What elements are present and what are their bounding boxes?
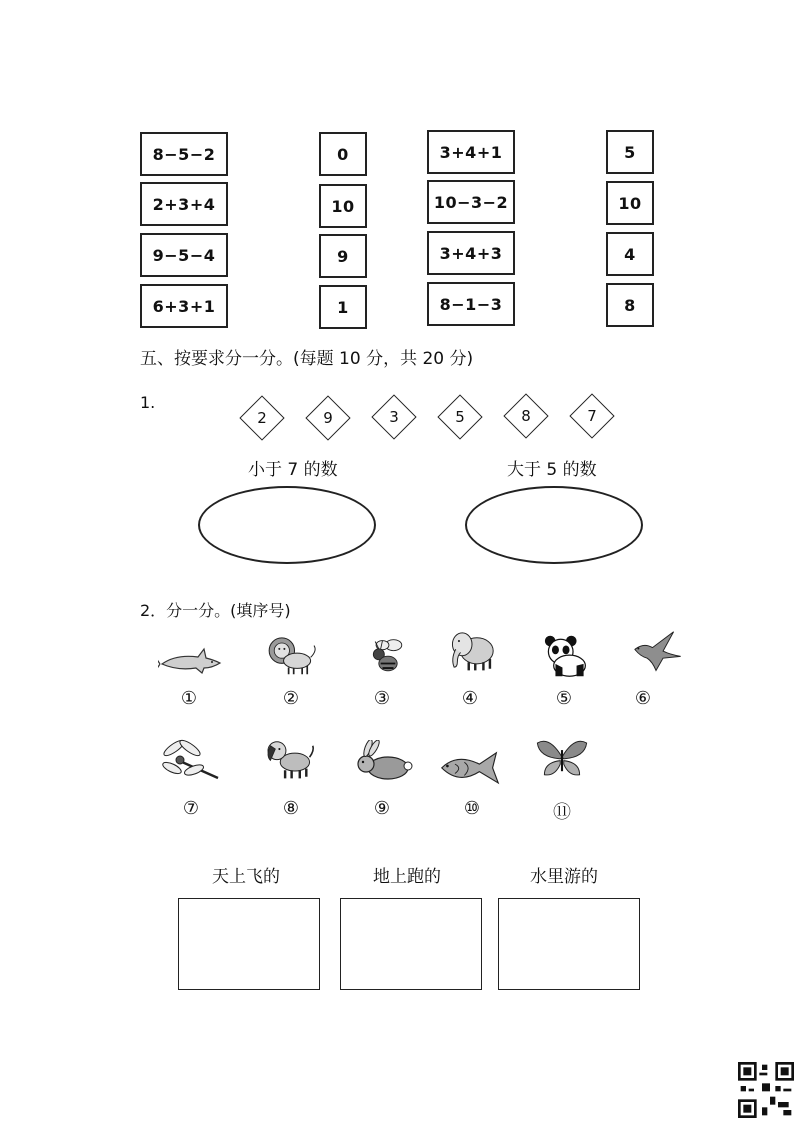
- butterfly-icon: [530, 736, 594, 780]
- answer-number-box[interactable]: 8: [606, 283, 654, 327]
- animal-index-label: ⑪: [553, 802, 571, 823]
- expression-box[interactable]: 2+3+4: [140, 182, 228, 226]
- animal-index-label: ④: [461, 688, 479, 709]
- number-diamond: 8: [503, 393, 549, 439]
- animal-index-label: ⑤: [555, 688, 573, 709]
- answer-box-water[interactable]: [498, 898, 640, 990]
- answer-number-box[interactable]: 9: [319, 234, 367, 278]
- qr-code-icon: [738, 1062, 794, 1118]
- question-2-title: 2．分一分。(填序号): [140, 601, 291, 620]
- answer-number-box[interactable]: 4: [606, 232, 654, 276]
- animal-index-label: ⑦: [182, 798, 200, 819]
- animal-index-label: ⑥: [634, 688, 652, 709]
- number-diamond: 9: [305, 395, 351, 441]
- number-diamond: 3: [371, 394, 417, 440]
- answer-box-sky[interactable]: [178, 898, 320, 990]
- less-than-7-answer-ellipse[interactable]: [198, 486, 376, 564]
- number-diamond: 5: [437, 394, 483, 440]
- dragonfly-icon: [160, 738, 224, 782]
- expression-box[interactable]: 8−5−2: [140, 132, 228, 176]
- answer-number-box[interactable]: 10: [606, 181, 654, 225]
- animal-index-label: ⑨: [373, 798, 391, 819]
- expression-box[interactable]: 9−5−4: [140, 233, 228, 277]
- bee-icon: [356, 636, 420, 680]
- less-than-7-label: 小于 7 的数: [248, 460, 338, 480]
- fish-icon: [438, 744, 502, 788]
- category-label-sky: 天上飞的: [212, 867, 280, 887]
- shark-icon: [158, 640, 222, 684]
- answer-number-box[interactable]: 10: [319, 184, 367, 228]
- greater-than-5-answer-ellipse[interactable]: [465, 486, 643, 564]
- rabbit-icon: [352, 740, 416, 784]
- swallow-icon: [624, 630, 688, 674]
- answer-number-box[interactable]: 0: [319, 132, 367, 176]
- answer-number-box[interactable]: 5: [606, 130, 654, 174]
- category-label-land: 地上跑的: [373, 867, 441, 887]
- animal-index-label: ②: [282, 688, 300, 709]
- expression-box[interactable]: 10−3−2: [427, 180, 515, 224]
- expression-box[interactable]: 6+3+1: [140, 284, 228, 328]
- animal-index-label: ⑩: [463, 798, 481, 819]
- expression-box[interactable]: 8−1−3: [427, 282, 515, 326]
- animal-index-label: ①: [180, 688, 198, 709]
- answer-number-box[interactable]: 1: [319, 285, 367, 329]
- animal-index-label: ⑧: [282, 798, 300, 819]
- expression-box[interactable]: 3+4+1: [427, 130, 515, 174]
- panda-icon: [534, 634, 598, 678]
- expression-box[interactable]: 3+4+3: [427, 231, 515, 275]
- animal-index-label: ③: [373, 688, 391, 709]
- elephant-icon: [440, 628, 504, 672]
- section-title: 五、按要求分一分。(每题 10 分，共 20 分): [140, 349, 474, 369]
- category-label-water: 水里游的: [530, 867, 598, 887]
- greater-than-5-label: 大于 5 的数: [507, 460, 597, 480]
- lion-icon: [260, 632, 324, 676]
- number-diamond: 2: [239, 395, 285, 441]
- dog-icon: [258, 736, 322, 780]
- number-diamond: 7: [569, 393, 615, 439]
- answer-box-land[interactable]: [340, 898, 482, 990]
- question-number: 1.: [140, 393, 156, 412]
